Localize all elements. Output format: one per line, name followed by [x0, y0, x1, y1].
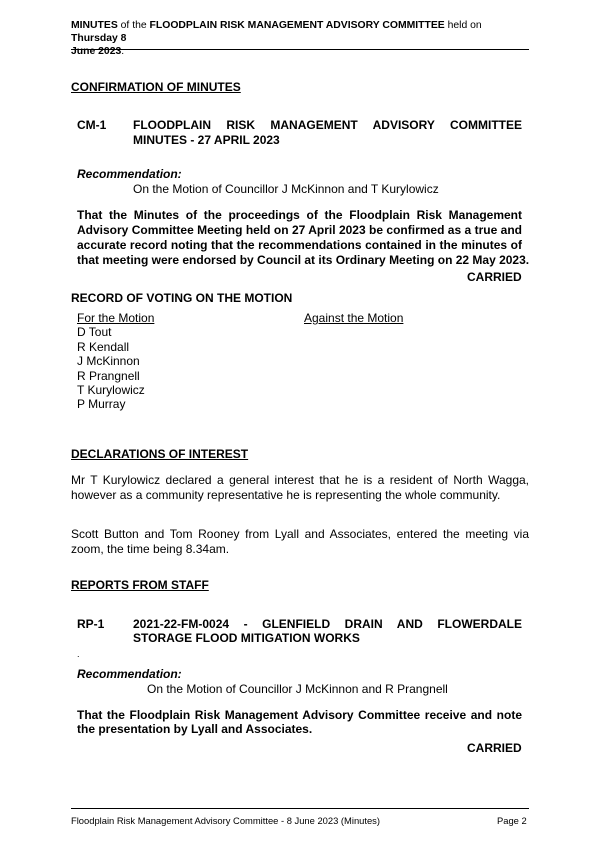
declarations-heading: DECLARATIONS OF INTEREST	[71, 447, 249, 461]
rp1-title-line2: STORAGE FLOOD MITIGATION WORKS	[133, 631, 360, 645]
page-header	[71, 19, 531, 58]
rp1-code: RP-1	[77, 617, 105, 631]
cm1-resolution-line: that meeting were endorsed by Council at its Ordinary Meeting on 22 May 2023.	[77, 253, 530, 267]
cm1-title-line1: FLOODPLAIN RISK MANAGEMENT ADVISORY COMMITTEE	[133, 118, 522, 132]
against-motion-label: Against the Motion	[304, 311, 404, 325]
rp1-carried: CARRIED	[467, 741, 522, 755]
header-suffix: .	[121, 46, 125, 57]
attendance-line: Scott Button and Tom Rooney from Lyall and Associates, entered the meeting via	[71, 527, 529, 541]
cm1-carried: CARRIED	[467, 270, 522, 284]
cm1-code: CM-1	[77, 118, 107, 132]
stray-dot: .	[77, 649, 80, 659]
rp1-title-line1: 2021-22-FM-0024 - GLENFIELD DRAIN AND FLOWERDALE	[133, 617, 522, 631]
header-committee: FLOODPLAIN RISK MANAGEMENT ADVISORY COMMITTEE	[149, 20, 445, 31]
cm1-resolution-line: That the Minutes of the proceedings of the Floodplain Risk Management	[77, 208, 522, 222]
voter-name: P Murray	[77, 397, 126, 411]
attendance-line: zoom, the time being 8.34am.	[71, 542, 230, 556]
cm1-resolution-line: accurate record noting that the recommendations contained in the minutes of	[77, 238, 522, 252]
voter-name: D Tout	[77, 325, 112, 339]
rp1-resolution-line: the presentation by Lyall and Associates.	[77, 722, 313, 736]
rp1-motion: On the Motion of Councillor J McKinnon and R Prangnell	[147, 682, 448, 696]
cm1-recommendation-label: Recommendation:	[77, 167, 182, 181]
voter-name: J McKinnon	[77, 354, 140, 368]
header-middle-1: of the	[117, 20, 150, 31]
cm1-motion: On the Motion of Councillor J McKinnon and T Kurylowicz	[133, 182, 439, 196]
voter-name: T Kurylowicz	[77, 383, 145, 397]
cm1-resolution-line: Advisory Committee Meeting held on 27 April 2023 be confirmed as a true and	[77, 223, 522, 237]
declaration-line: however as a community representative he is representing the whole community.	[71, 488, 501, 502]
voting-heading: RECORD OF VOTING ON THE MOTION	[71, 291, 293, 305]
footer-title: Floodplain Risk Management Advisory Committee - 8 June 2023 (Minutes)	[71, 815, 380, 826]
footer-rule	[71, 808, 529, 809]
header-rule	[71, 49, 529, 50]
for-motion-label: For the Motion	[77, 311, 155, 325]
rp1-recommendation-label: Recommendation:	[77, 667, 182, 681]
voter-name: R Kendall	[77, 340, 130, 354]
declaration-line: Mr T Kurylowicz declared a general interest that he is a resident of North Wagga,	[71, 473, 529, 487]
header-middle-2: held on	[444, 20, 482, 31]
header-prefix: MINUTES	[71, 20, 118, 31]
header-date-line1: Thursday 8	[71, 33, 127, 44]
confirmation-heading: CONFIRMATION OF MINUTES	[71, 80, 241, 94]
header-date-line2: June 2023	[71, 46, 122, 57]
page-number: Page 2	[497, 815, 527, 826]
voter-name: R Prangnell	[77, 369, 140, 383]
rp1-resolution-line: That the Floodplain Risk Management Advisory Committee receive and note	[77, 708, 522, 722]
cm1-title-line2: MINUTES - 27 APRIL 2023	[133, 133, 280, 147]
reports-heading: REPORTS FROM STAFF	[71, 578, 209, 592]
